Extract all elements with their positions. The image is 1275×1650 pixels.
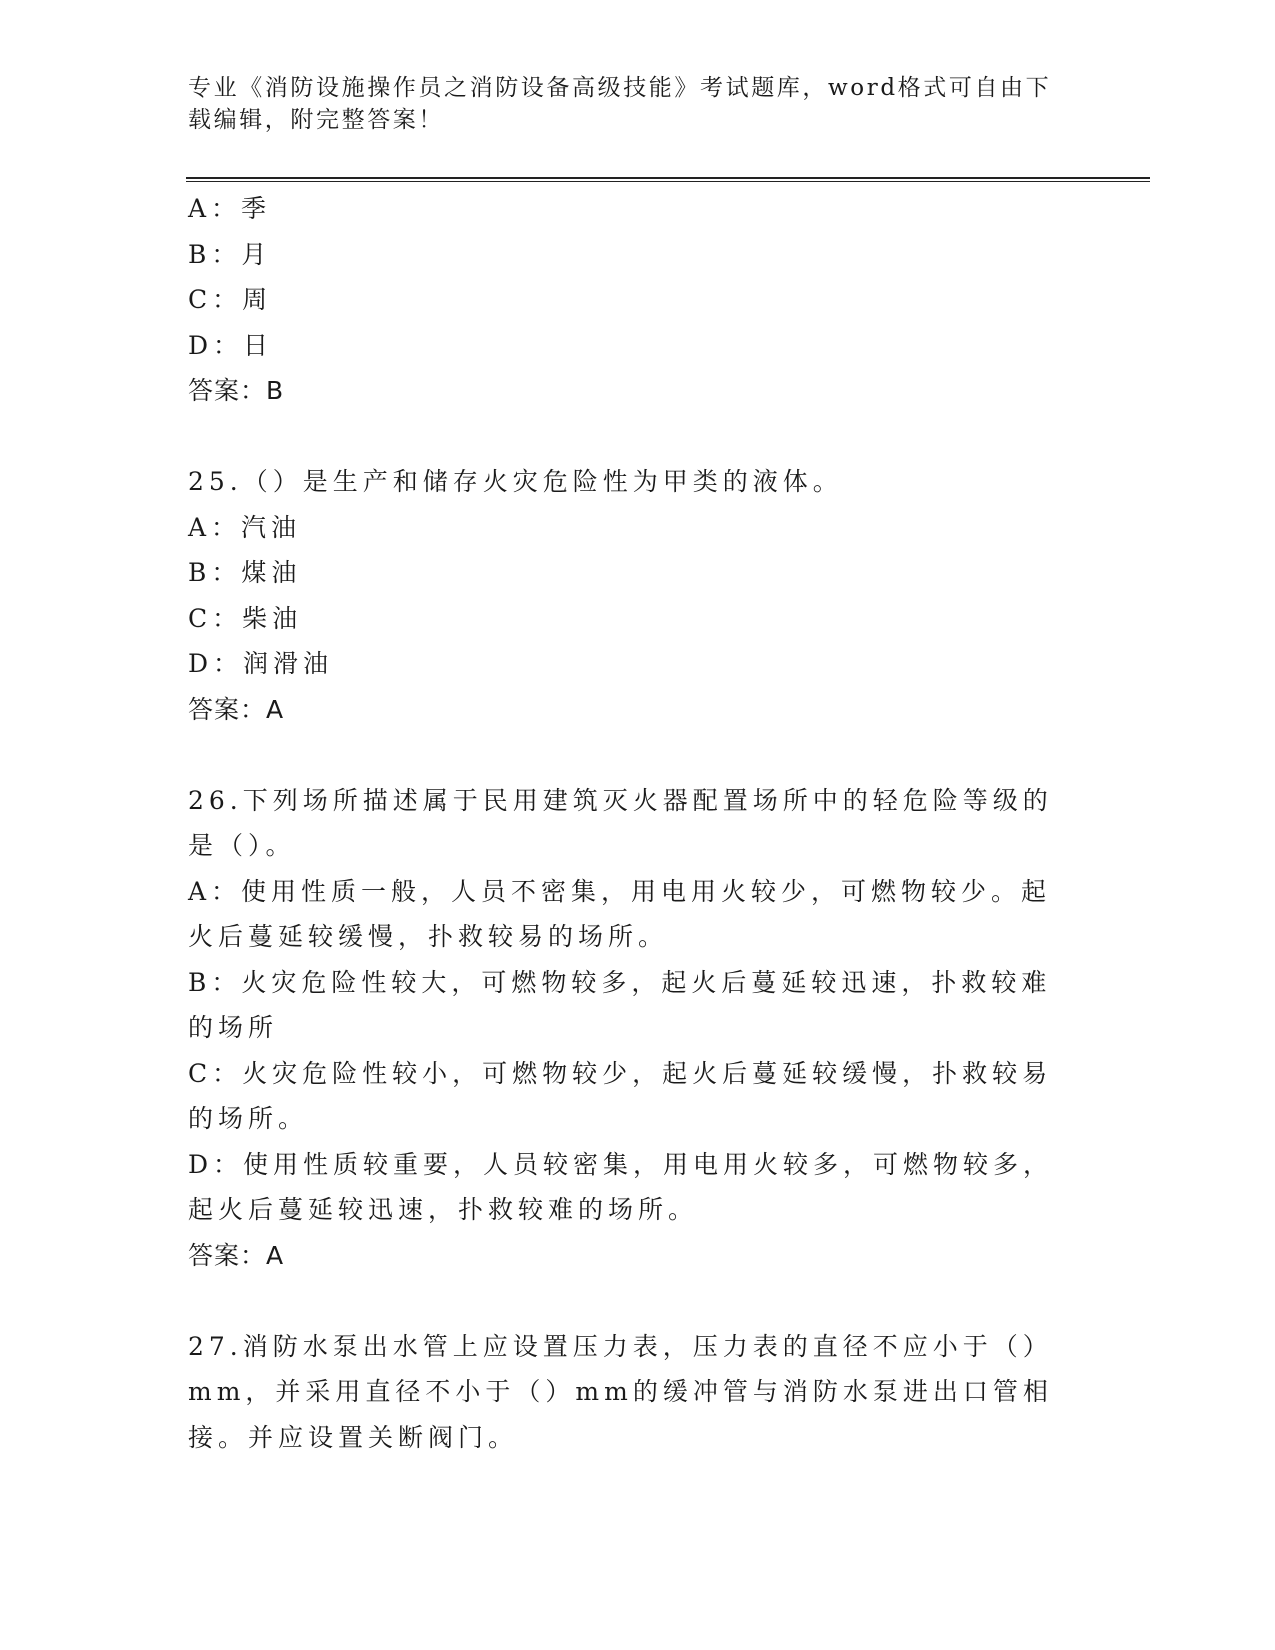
- header-divider: [186, 177, 1150, 182]
- option-b: B：火灾危险性较大，可燃物较多，起火后蔓延较迅速，扑救较难的场所: [188, 967, 1052, 1042]
- answer-line: 答案：A: [188, 1240, 285, 1270]
- answer-line: 答案：A: [188, 694, 285, 724]
- question-27: [188, 1324, 1068, 1461]
- option-a: A：使用性质一般，人员不密集，用电用火较少，可燃物较少。起火后蔓延较缓慢，扑救较易的场所。: [188, 876, 1052, 951]
- question-24: [188, 186, 1068, 414]
- answer-line: 答案：B: [188, 376, 285, 405]
- spacer: [188, 732, 1068, 778]
- option-c: C：周: [188, 285, 273, 314]
- option-d: D：日: [188, 330, 274, 360]
- option-a: A：汽油: [188, 512, 302, 542]
- option-c: C：柴油: [188, 603, 303, 633]
- option-d: D：润滑油: [188, 649, 334, 678]
- spacer: [188, 414, 1068, 460]
- question-stem: 26.下列场所描述属于民用建筑灭火器配置场所中的轻危险等级的是（）。: [188, 785, 1053, 860]
- option-a: A：季: [188, 194, 272, 223]
- question-list: [188, 186, 1068, 1460]
- option-b: B：月: [188, 239, 272, 269]
- option-c: C：火灾危险性较小，可燃物较少，起火后蔓延较缓慢，扑救较易的场所。: [188, 1058, 1053, 1133]
- spacer: [188, 1278, 1068, 1324]
- question-25: [188, 459, 1068, 732]
- question-stem: 27.消防水泵出水管上应设置压力表，压力表的直径不应小于（）mm，并采用直径不小于（）mm的缓冲管与消防水泵进出口管相接。并应设置关断阀门。: [188, 1331, 1053, 1452]
- option-b: B：煤油: [188, 558, 302, 587]
- question-stem: 25.（）是生产和储存火灾危险性为甲类的液体。: [188, 467, 843, 496]
- question-26: [188, 778, 1068, 1279]
- option-d: D：使用性质较重要，人员较密集，用电用火较多，可燃物较多，起火后蔓延较迅速，扑救较难的场所。: [188, 1149, 1054, 1224]
- document-header: 专业《消防设施操作员之消防设备高级技能》考试题库，word格式可自由下载编辑，附完整答案！: [188, 75, 1052, 133]
